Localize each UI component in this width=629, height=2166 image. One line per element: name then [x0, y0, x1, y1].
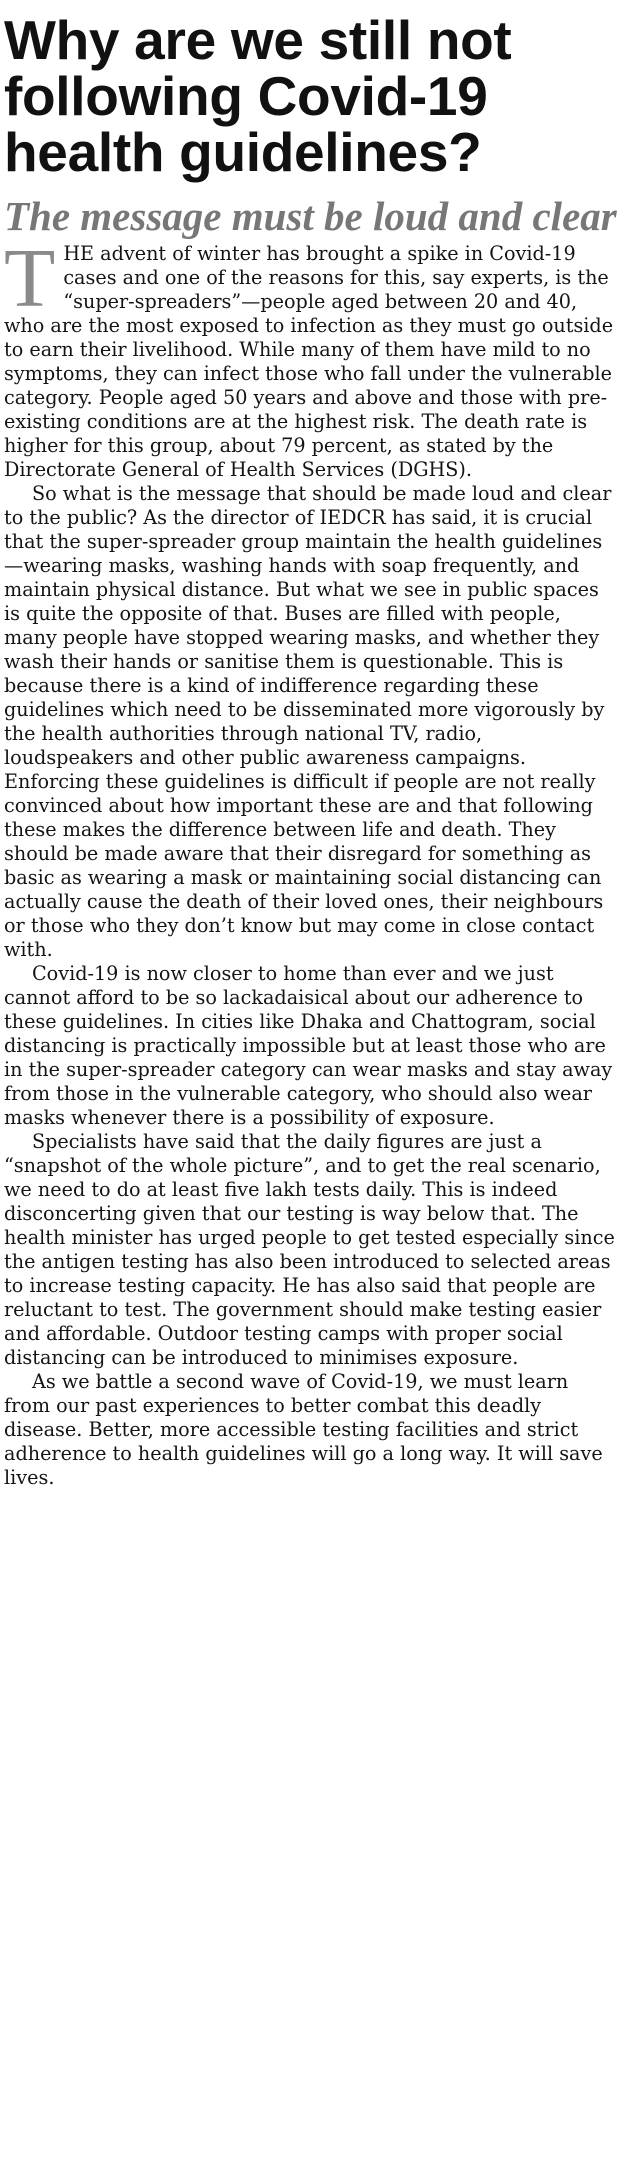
subheadline: The message must be loud and clear	[4, 193, 617, 239]
headline: Why are we still not following Covid-19 health guidelines?	[4, 9, 512, 183]
article-body	[4, 232, 617, 1490]
paragraph-4: Specialists have said that the daily figures are just a “snapshot of the whole picture”, and to get the real scenario, we need to do at least five lakh tests daily. This is indeed disconcerting given that our testing is way below that. The health minister has urged people to get tested especially since the antigen testing has also been introduced to selected areas to increase testing capacity. He has also said that people are reluctant to test. The government should make testing easier and affordable. Outdoor testing camps with proper social distancing can be introduced to minimises exposure.	[4, 1130, 615, 1369]
paragraph-5: As we battle a second wave of Covid-19, we must learn from our past experiences to better combat this deadly disease. Better, more accessible testing facilities and strict adherence to health guidelines will go a long way. It will save lives.	[4, 1370, 603, 1489]
paragraph-1	[4, 232, 617, 482]
paragraph-3: Covid-19 is now closer to home than ever and we just cannot afford to be so lackadaisical about our adherence to these guidelines. In cities like Dhaka and Chattogram, social distancing is practically impossible but at least those who are in the super-spreader category can wear masks and stay away from those in the vulnerable category, who should also wear masks whenever there is a possibility of exposure.	[4, 962, 613, 1129]
paragraph-1-text: HE advent of winter has brought a spike in Covid-19 cases and one of the reasons for this, say experts, is the “super-spreaders”—people aged between 20 and 40, who are the most exposed to infection as they must go outside to earn their livelihood. While many of them have mild to no symptoms, they can infect those who fall under the vulnerable category. People aged 50 years and above and those with pre-existing conditions are at the highest risk. The death rate is higher for this group, about 79 percent, as stated by the Directorate General of Health Services (DGHS).	[4, 242, 614, 481]
paragraph-2: So what is the message that should be made loud and clear to the public? As the director of IEDCR has said, it is crucial that the super-spreader group maintain the health guidelines—wearing masks, washing hands with soap frequently, and maintain physical distance. But what we see in public spaces is quite the opposite of that. Buses are filled with people, many people have stopped wearing masks, and whether they wash their hands or sanitise them is questionable. This is because there is a kind of indifference regarding these guidelines which need to be disseminated more vigorously by the health authorities through national TV, radio, loudspeakers and other public awareness campaigns. Enforcing these guidelines is difficult if people are not really convinced about how important these are and that following these makes the difference between life and death. They should be made aware that their disregard for something as basic as wearing a mask or maintaining social distancing can actually cause the death of their loved ones, their neighbours or those who they don’t know but may come in close contact with.	[4, 482, 612, 961]
drop-cap: T	[4, 232, 56, 325]
